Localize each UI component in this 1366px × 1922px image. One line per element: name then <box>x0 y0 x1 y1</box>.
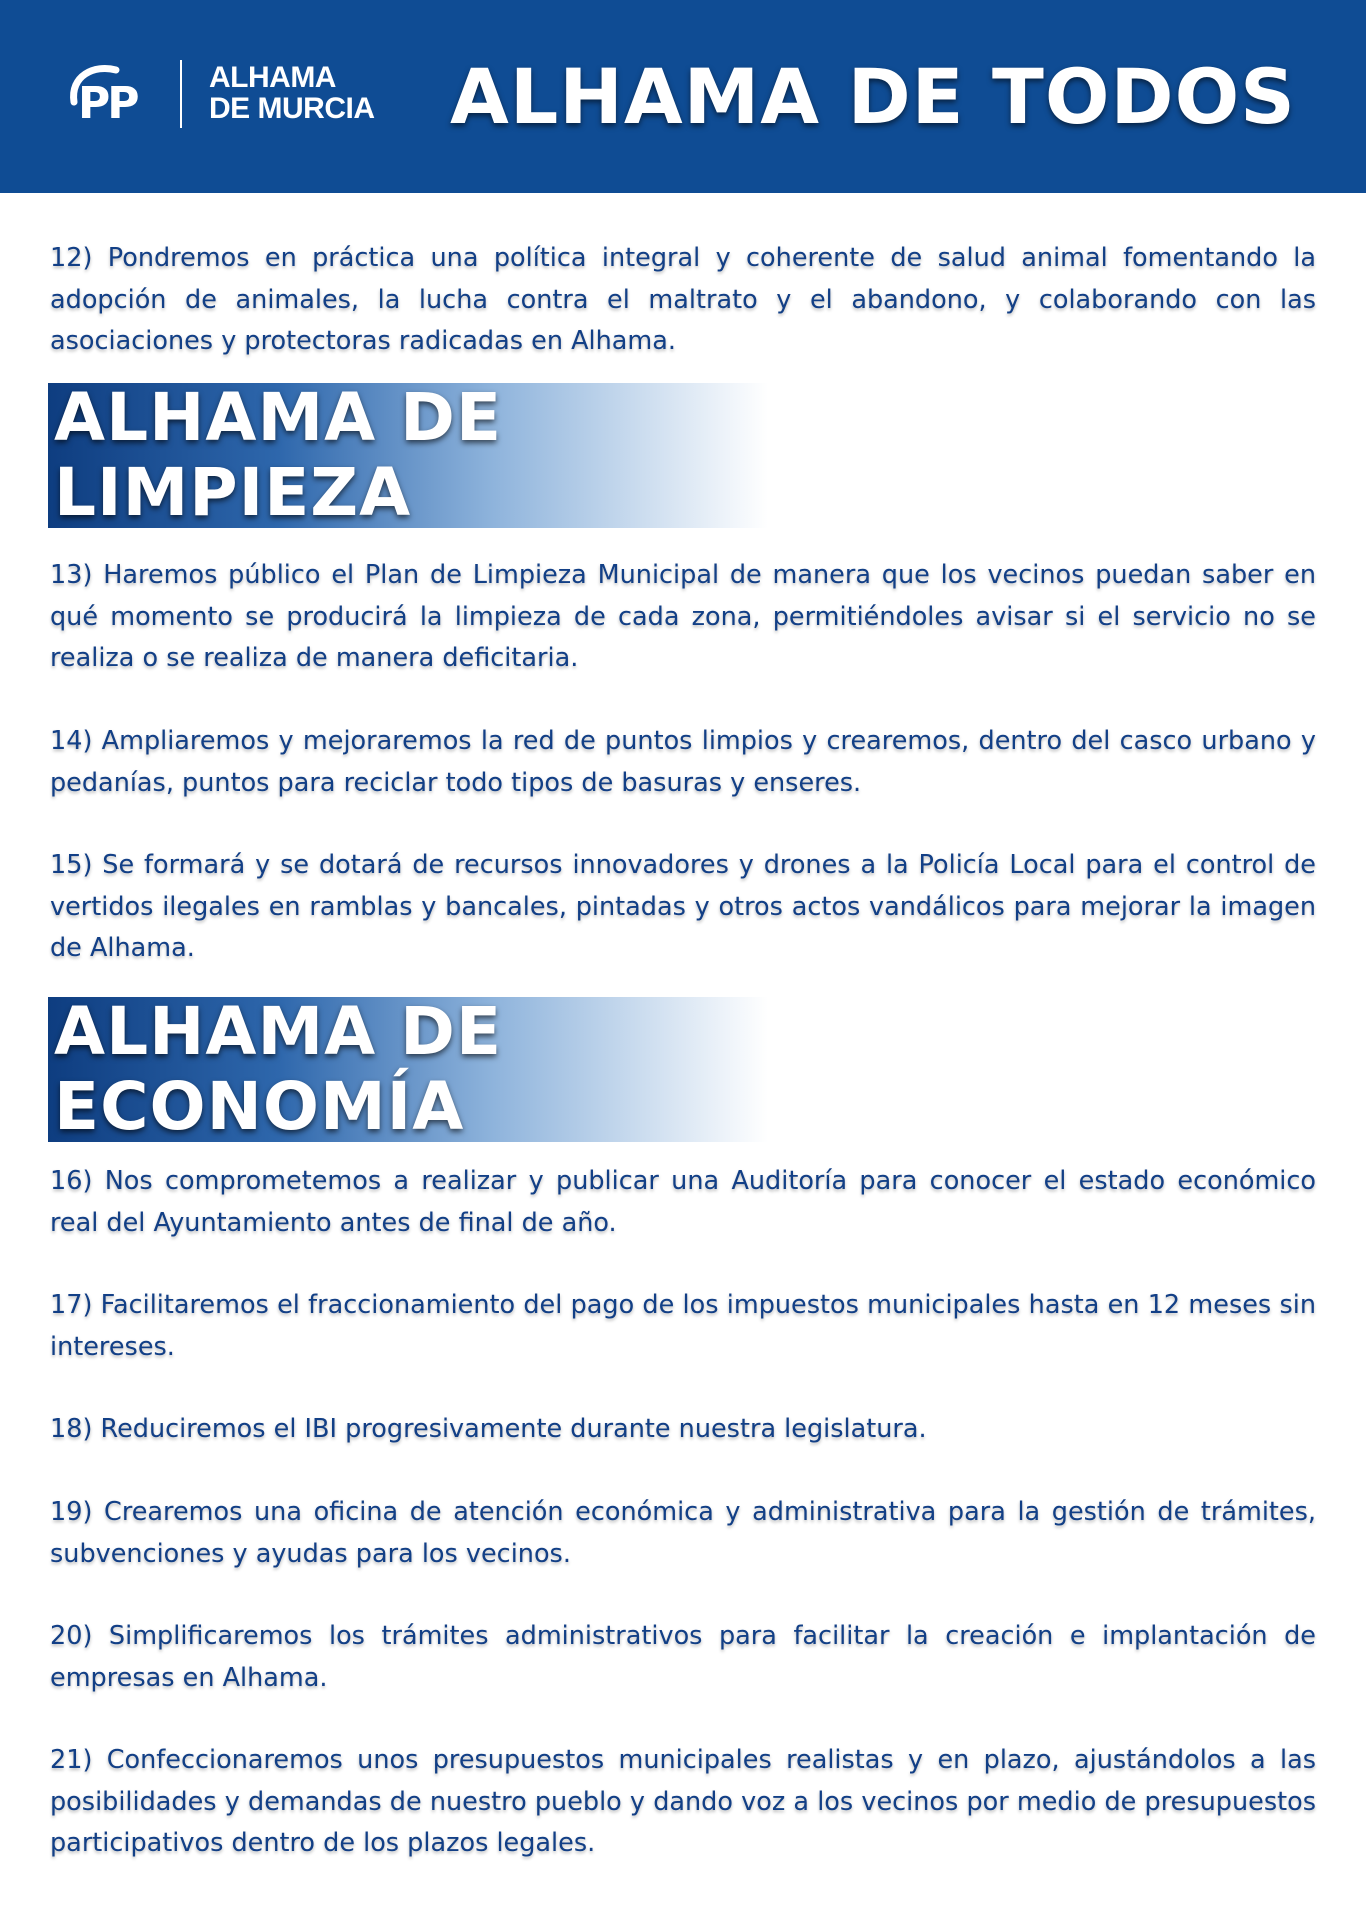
item-13: 13) Haremos público el Plan de Limpieza Municipal de manera que los vecinos puedan saber en qué momento se producirá la limpieza de cada zona, permitiéndoles avisar si el servicio no se realiza o se realiza de manera deficitaria. <box>50 560 1316 673</box>
item-18: 18) Reduciremos el IBI progresivamente durante nuestra legislatura. <box>50 1414 927 1444</box>
item-21: 21) Confeccionaremos unos presupuestos municipales realistas y en plazo, ajustándolos a las posibilidades y demandas de nuestro pueblo y dando voz a los vecinos por medio de presupuestos participativos dentro de los plazos legales. <box>50 1745 1316 1858</box>
page-title: ALHAMA DE TODOS <box>450 52 1296 141</box>
pp-logo-text: PP <box>78 78 137 126</box>
item-20: 20) Simplificaremos los trámites administrativos para facilitar la creación e implantación de empresas en Alhama. <box>50 1621 1316 1693</box>
logo-divider <box>180 60 182 128</box>
section-heading-economia <box>48 993 768 1145</box>
item-14: 14) Ampliaremos y mejoraremos la red de puntos limpios y crearemos, dentro del casco urbano y pedanías, puntos para reciclar todo tipos de basuras y enseres. <box>50 726 1316 798</box>
section-heading-line2: LIMPIEZA <box>54 454 412 531</box>
section-heading-line1: ALHAMA DE <box>54 993 503 1070</box>
page-header <box>0 0 1366 193</box>
pp-logo-icon <box>64 62 156 126</box>
item-19: 19) Crearemos una oficina de atención económica y administrativa para la gestión de trámites, subvenciones y ayudas para los vecinos. <box>50 1497 1316 1569</box>
item-15: 15) Se formará y se dotará de recursos innovadores y drones a la Policía Local para el control de vertidos ilegales en ramblas y bancales, pintadas y otros actos vandálicos para mejorar la imagen de Alhama. <box>50 850 1316 963</box>
item-17: 17) Facilitaremos el fraccionamiento del pago de los impuestos municipales hasta en 12 meses sin intereses. <box>50 1290 1316 1362</box>
item-16: 16) Nos comprometemos a realizar y publicar una Auditoría para conocer el estado económico real del Ayuntamiento antes de final de año. <box>50 1166 1316 1238</box>
logo-city-line1: ALHAMA <box>209 61 336 94</box>
logo-city-name <box>209 62 375 124</box>
item-12: 12) Pondremos en práctica una política integral y coherente de salud animal fomentando la adopción de animales, la lucha contra el maltrato y el abandono, y colaborando con las asociaciones y protectoras radicadas en Alhama. <box>50 243 1316 356</box>
logo-city-line2: DE MURCIA <box>209 92 375 125</box>
section-heading-limpieza <box>48 379 768 531</box>
section-heading-line2: ECONOMÍA <box>54 1068 465 1145</box>
section-heading-line1: ALHAMA DE <box>54 379 503 456</box>
